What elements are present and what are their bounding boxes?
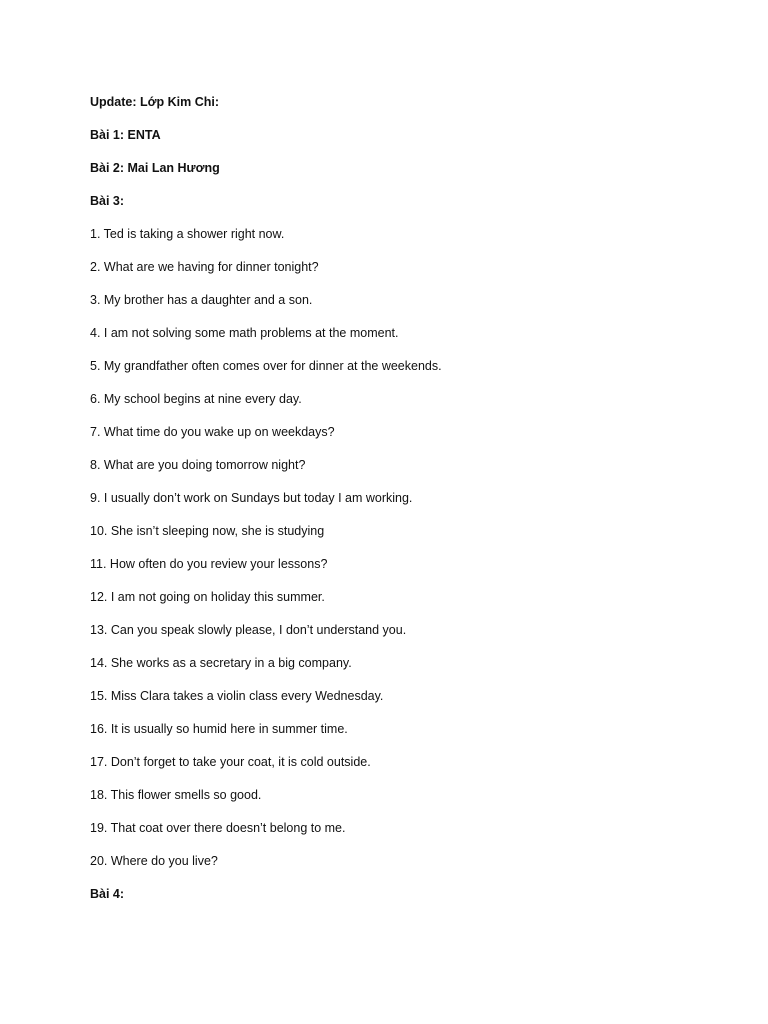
sentence-15: 15. Miss Clara takes a violin class every Wednesday. [90,689,384,703]
exercise-2-heading: Bài 2: Mai Lan Hương [90,161,220,175]
sentence-2: 2. What are we having for dinner tonight? [90,260,319,274]
sentence-13: 13. Can you speak slowly please, I don’t understand you. [90,623,407,637]
sentence-3: 3. My brother has a daughter and a son. [90,293,313,307]
exercise-1-heading: Bài 1: ENTA [90,128,161,142]
sentence-1: 1. Ted is taking a shower right now. [90,227,285,241]
exercise-4-heading: Bài 4: [90,887,125,901]
sentence-19: 19. That coat over there doesn’t belong to me. [90,821,346,835]
update-heading: Update: Lớp Kim Chi: [90,95,220,109]
sentence-6: 6. My school begins at nine every day. [90,392,302,406]
sentence-7: 7. What time do you wake up on weekdays? [90,425,335,439]
sentence-14: 14. She works as a secretary in a big company. [90,656,352,670]
sentence-8: 8. What are you doing tomorrow night? [90,458,306,472]
sentence-9: 9. I usually don’t work on Sundays but today I am working. [90,491,413,505]
sentence-11: 11. How often do you review your lessons? [90,557,328,571]
sentence-18: 18. This flower smells so good. [90,788,262,802]
document-page [90,93,730,918]
exercise-3-heading: Bài 3: [90,194,125,208]
sentence-12: 12. I am not going on holiday this summer. [90,590,325,604]
sentence-16: 16. It is usually so humid here in summer time. [90,722,348,736]
sentence-5: 5. My grandfather often comes over for dinner at the weekends. [90,359,442,373]
sentence-17: 17. Don’t forget to take your coat, it is cold outside. [90,755,371,769]
sentence-20: 20. Where do you live? [90,854,218,868]
sentence-10: 10. She isn’t sleeping now, she is studying [90,524,325,538]
sentence-4: 4. I am not solving some math problems at the moment. [90,326,399,340]
